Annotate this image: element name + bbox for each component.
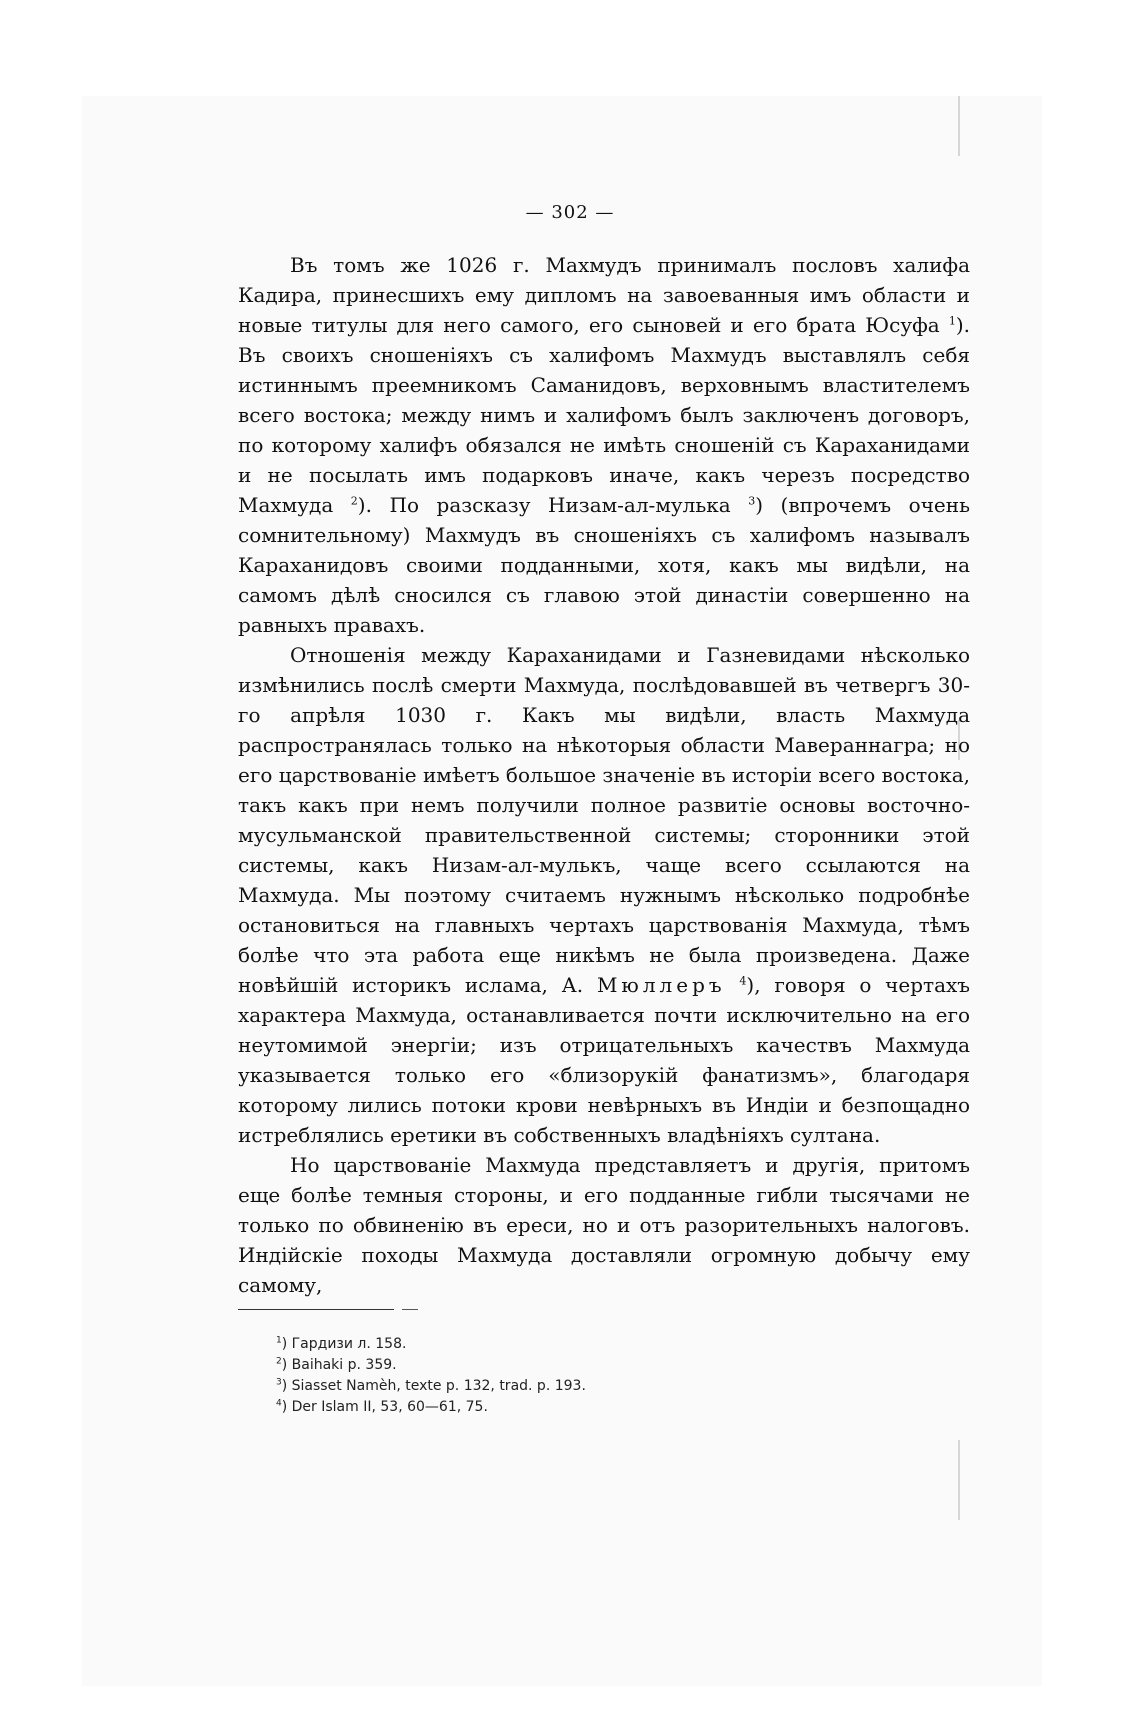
footnote-reference: 2 <box>350 494 358 508</box>
footnote-marker: 2 <box>276 1356 282 1367</box>
footnote <box>276 1376 876 1397</box>
text-segment: ) (впрочемъ очень сомнительному) Махмудъ въ сношеніяхъ съ халифомъ называлъ Караханидовъ своими подданными, хотя, какъ мы видѣли, на самомъ дѣлѣ сносился съ главою этой династіи совершенно на равныхъ правахъ. <box>238 493 970 637</box>
text-segment: ). Въ своихъ сношеніяхъ съ халифомъ Махмудъ выставлялъ себя истиннымъ преемникомъ Саманидовъ, верховнымъ властителемъ всего востока; между нимъ и халифомъ былъ заключенъ договоръ, по которому халифъ обязался не имѣть сношеній съ Караханидами и не посылать имъ подарковъ иначе, какъ черезъ посредство Махмуда <box>238 313 970 517</box>
footnote-text: ) Siasset Namèh, texte p. 132, trad. p. 193. <box>281 1378 586 1394</box>
footnote-marker: 4 <box>276 1398 282 1409</box>
footnote-text: ) Baihaki p. 359. <box>281 1357 397 1373</box>
paragraph <box>238 640 970 1150</box>
footnote-reference: 4 <box>739 974 747 988</box>
footnote-text: ) Гардизи л. 158. <box>281 1336 407 1352</box>
footnote-marker: 3 <box>276 1377 282 1388</box>
footnote-separator <box>238 1309 394 1310</box>
text-segment: ), говоря о чертахъ характера Махмуда, останавливается почти исключительно на его неутомимой энергіи; изъ отрицательныхъ качествъ Махмуда указывается только его «близорукій фанатизмъ», благодаря которому лились потоки крови невѣрныхъ въ Индіи и безпощадно истреблялись еретики въ собственныхъ владѣніяхъ султана. <box>238 973 970 1147</box>
footnote-reference: 3 <box>748 494 756 508</box>
footnote-separator-dash <box>402 1309 418 1310</box>
scan-edge-mark-bottom <box>958 1440 960 1520</box>
text-segment: Въ томъ же 1026 г. Махмудъ принималъ пословъ халифа Кадира, принесшихъ ему дипломъ на завоеванныя имъ области и новые титулы для него самого, его сыновей и его брата Юсуфа <box>238 253 970 337</box>
page-number: — 302 — <box>525 202 615 223</box>
footnote <box>276 1334 876 1355</box>
main-text-block <box>238 250 970 1300</box>
footnote <box>276 1397 876 1418</box>
scan-edge-mark-top <box>958 96 960 156</box>
spaced-name: Мюллеръ <box>596 973 726 997</box>
footnotes <box>276 1334 876 1418</box>
footnote-text: ) Der Islam II, 53, 60—61, 75. <box>281 1399 488 1415</box>
text-segment: Но царствованіе Махмуда представляетъ и другія, притомъ еще болѣе темныя стороны, и его подданные гибли тысячами не только по обвиненію въ ереси, но и отъ разорительныхъ налоговъ. Индійскіе походы Махмуда доставляли огромную добычу ему самому, <box>238 1153 970 1297</box>
footnote-reference: 1 <box>948 314 956 328</box>
footnote <box>276 1355 876 1376</box>
text-segment: Отношенія между Караханидами и Газневидами нѣсколько измѣнились послѣ смерти Махмуда, послѣдовавшей въ четвергъ 30-го апрѣля 1030 г. Какъ мы видѣли, власть Махмуда распространялась только на нѣкоторыя области Мавераннагра; но его царствованіе имѣетъ большое значеніе въ исторіи всего востока, такъ какъ при немъ получили полное развитіе основы восточно-мусульманской правительственной системы; сторонники этой системы, какъ Низам-ал-мулькъ, чаще всего ссылаются на Махмуда. Мы поэтому считаемъ нужнымъ нѣсколько подробнѣе остановиться на главныхъ чертахъ царствованія Махмуда, тѣмъ болѣе что эта работа еще никѣмъ не была произведена. Даже новѣйшій историкъ ислама, А. <box>238 643 970 997</box>
paragraph <box>238 250 970 640</box>
text-segment: ). По разсказу Низам-ал-мулька <box>357 493 749 517</box>
paragraph <box>238 1150 970 1300</box>
footnote-marker: 1 <box>276 1335 282 1346</box>
text-segment <box>726 973 740 997</box>
